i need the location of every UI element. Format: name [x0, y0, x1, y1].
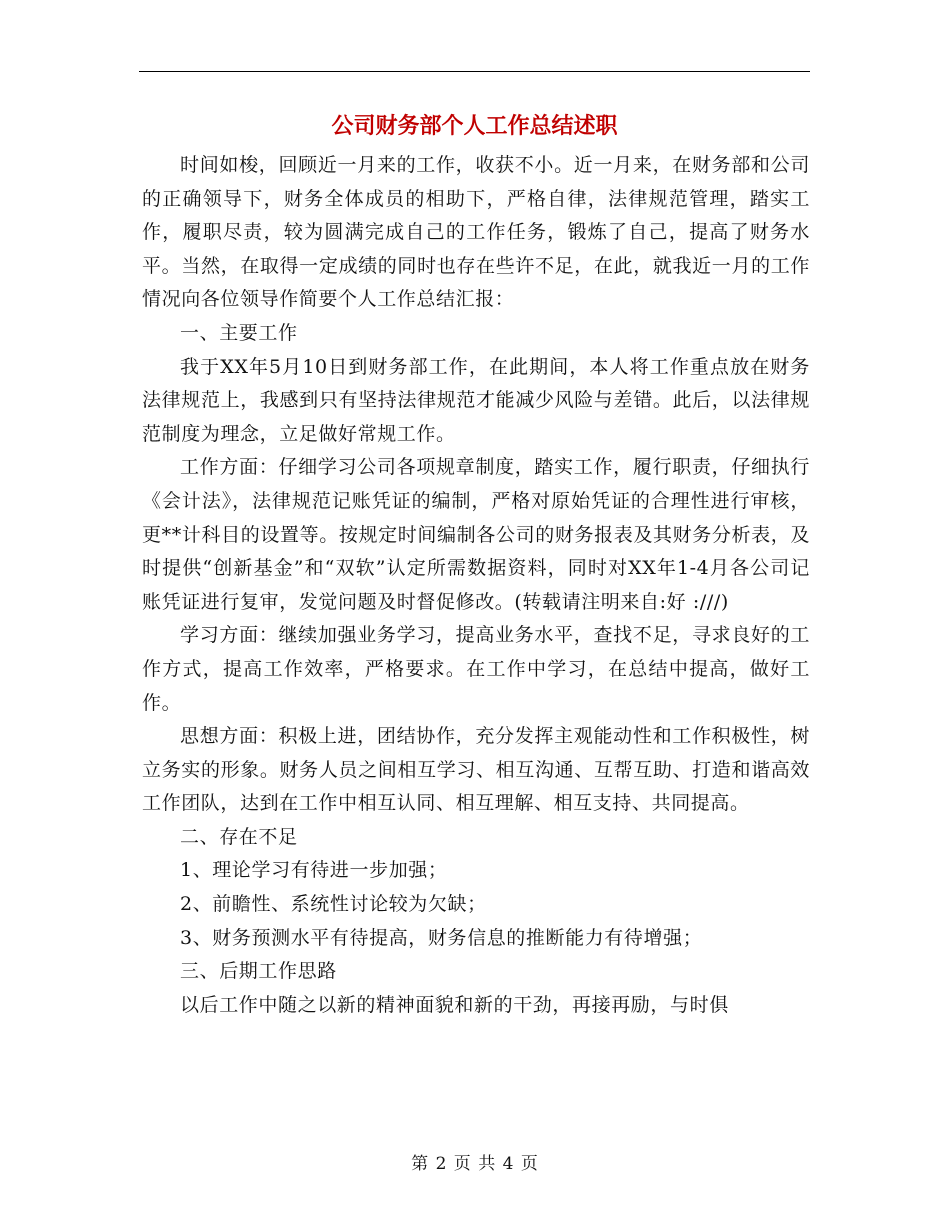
- heading-shortcomings: 二、存在不足: [180, 825, 298, 848]
- list-item-shortcoming-2: 2、前瞻性、系统性讨论较为欠缺；: [180, 893, 487, 916]
- document-title: 公司财务部个人工作总结述职: [331, 113, 618, 139]
- paragraph-study-aspect: 学习方面：继续加强业务学习，提高业务水平，查找不足，寻求良好的工作方式，提高工作效率，严格要求。在工作中学习，在总结中提高，做好工作。: [142, 624, 810, 714]
- header-rule: [139, 71, 810, 72]
- heading-main-work: 一、主要工作: [180, 321, 298, 344]
- list-item-shortcoming-1: 1、理论学习有待进一步加强；: [180, 859, 448, 882]
- paragraph-thought-aspect: 思想方面：积极上进，团结协作，充分发挥主观能动性和工作积极性，树立务实的形象。财务人员之间相互学习、相互沟通、互帮互助、打造和谐高效工作团队，达到在工作中相互认同、相互理解、相互支持、共同提高。: [142, 725, 810, 815]
- paragraph-future-plan: 以后工作中随之以新的精神面貌和新的干劲，再接再励，与时俱: [180, 993, 729, 1016]
- document-body: [142, 149, 810, 1022]
- paragraph-main-work: 我于XX年5月10日到财务部工作，在此期间，本人将工作重点放在财务法律规范上，我感到只有坚持法律规范才能减少风险与差错。此后，以法律规范制度为理念，立足做好常规工作。: [142, 355, 810, 445]
- page-number: 第 2 页 共 4 页: [411, 1154, 539, 1174]
- paragraph-intro: 时间如梭，回顾近一月来的工作，收获不小。近一月来，在财务部和公司的正确领导下，财务全体成员的相助下，严格自律，法律规范管理，踏实工作，履职尽责，较为圆满完成自己的工作任务，锻炼了自己，提高了财务水平。当然，在取得一定成绩的同时也存在些许不足，在此，就我近一月的工作情况向各位领导作简要个人工作总结汇报：: [142, 154, 810, 311]
- paragraph-work-aspect: 工作方面：仔细学习公司各项规章制度，踏实工作，履行职责，仔细执行《会计法》，法律规范记账凭证的编制，严格对原始凭证的合理性进行审核，更**计科目的设置等。按规定时间编制各公司的财务报表及其财务分析表，及时提供“创新基金”和“双软”认定所需数据资料，同时对XX年1-4月各公司记账凭证进行复审，发觉问题及时督促修改。(转载请注明来自:好 :///): [142, 456, 810, 613]
- list-item-shortcoming-3: 3、财务预测水平有待提高，财务信息的推断能力有待增强；: [180, 926, 703, 949]
- heading-future-plan: 三、后期工作思路: [180, 960, 337, 983]
